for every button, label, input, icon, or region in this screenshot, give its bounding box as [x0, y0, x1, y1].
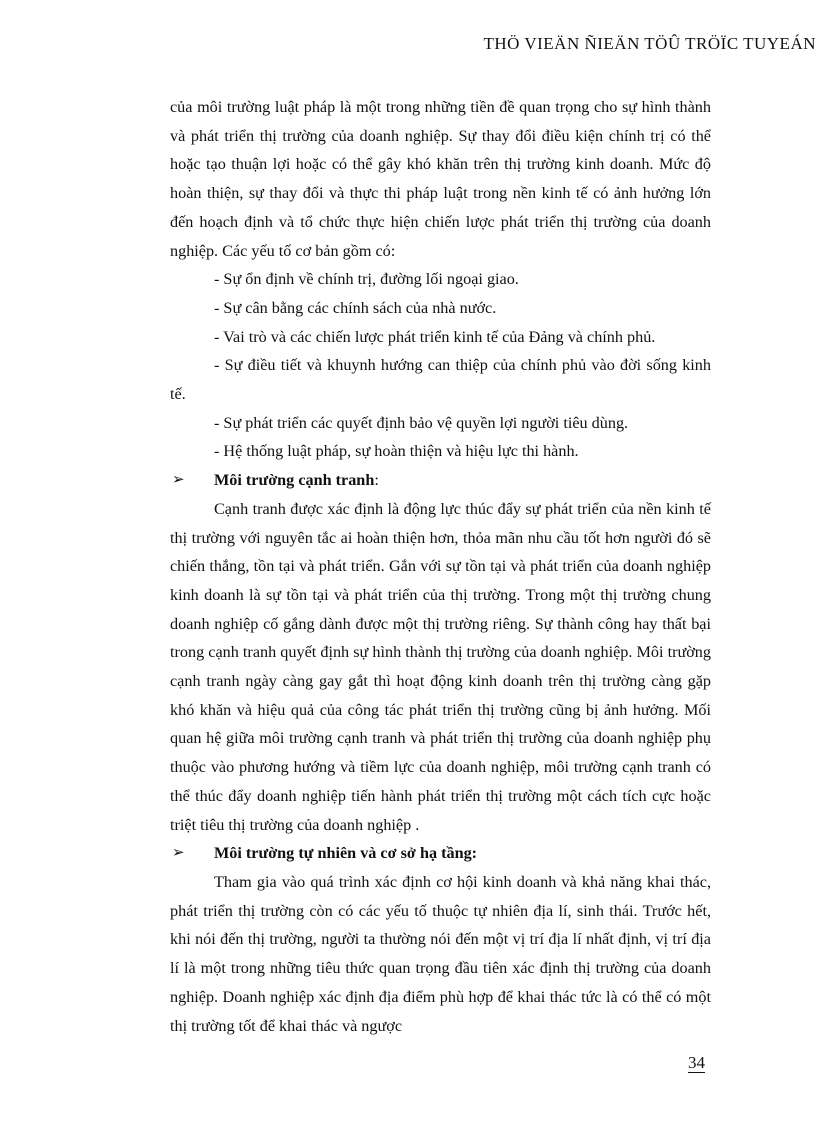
list-item: - Sự cân bằng các chính sách của nhà nước. — [214, 298, 497, 317]
section-heading-text: Môi trường cạnh tranh — [214, 471, 375, 490]
list-item: - Sự ổn định về chính trị, đường lối ngoại giao. — [214, 270, 519, 289]
document-body — [170, 93, 711, 1040]
intro-paragraph: của môi trường luật pháp là một trong những tiền đề quan trọng cho sự hình thành và phát triển thị trường của doanh nghiệp. Sự thay đổi điều kiện chính trị có thể hoặc tạo thuận lợi hoặc có thể gây khó khăn trên thị trường kinh doanh. Mức độ hoàn thiện, sự thay đổi và thực thi pháp luật trong nền kinh tế có ảnh hưởng lớn đến hoạch định và tổ chức thực hiện chiến lược phát triển thị trường của doanh nghiệp. Các yếu tố cơ bản gồm có: — [170, 98, 711, 260]
page-number: 34 — [688, 1053, 705, 1072]
list-item: - Hệ thống luật pháp, sự hoàn thiện và hiệu lực thi hành. — [214, 442, 579, 461]
list-item: - Sự điều tiết và khuynh hướng can thiệp của chính phủ vào đời sống kinh tế. — [170, 356, 711, 404]
section-heading-text: Môi trường tự nhiên và cơ sở hạ tầng: — [214, 844, 478, 863]
page-header: THÖ VIEÄN ÑIEÄN TÖÛ TRÖÏC TUYEÁN — [483, 34, 816, 53]
arrow-bullet-icon: ➢ — [172, 472, 185, 489]
arrow-bullet-icon: ➢ — [172, 845, 185, 862]
section-heading — [170, 839, 711, 868]
section-heading — [170, 466, 711, 495]
section-heading-suffix: : — [374, 471, 379, 490]
list-item: - Sự phát triển các quyết định bảo vệ quyền lợi người tiêu dùng. — [214, 413, 629, 432]
section-paragraph: Tham gia vào quá trình xác định cơ hội kinh doanh và khả năng khai thác, phát triển thị trường còn có các yếu tố thuộc tự nhiên địa lí, sinh thái. Trước hết, khi nói đến thị trường, người ta thường nói đến một vị trí địa lí nhất định, vị trí địa lí là một trong những tiêu thức quan trọng đầu tiên xác định thị trường của doanh nghiệp. Doanh nghiệp xác định địa điểm phù hợp để khai thác tức là có thể có một thị trường tốt để khai thác và ngược — [170, 872, 711, 1035]
list-item: - Vai trò và các chiến lược phát triển kinh tế của Đảng và chính phủ. — [214, 327, 656, 346]
section-paragraph: Cạnh tranh được xác định là động lực thúc đẩy sự phát triển của nền kinh tế thị trường với nguyên tắc ai hoàn thiện hơn, thỏa mãn nhu cầu tốt hơn người đó sẽ chiến thắng, tồn tại và phát triển. Gắn với sự tồn tại và phát triển của doanh nghiệp kinh doanh là sự tồn tại và phát triển của thị trường. Trong một thị trường chung doanh nghiệp cố gắng dành được một thị trường riêng. Sự thành công hay thất bại trong cạnh tranh quyết định sự hình thành thị trường của doanh nghiệp. Môi trường cạnh tranh ngày càng gay gắt thì hoạt động kinh doanh trên thị trường càng gặp khó khăn và hiệu quả của công tác phát triển thị trường cũng bị ảnh hưởng. Mối quan hệ giữa môi trường cạnh tranh và phát triển thị trường của doanh nghiệp phụ thuộc vào phương hướng và tiềm lực của doanh nghiệp, môi trường cạnh tranh có thể thúc đẩy doanh nghiệp tiến hành phát triển thị trường một cách tích cực hoặc triệt tiêu thị trường của doanh nghiệp . — [170, 499, 711, 834]
